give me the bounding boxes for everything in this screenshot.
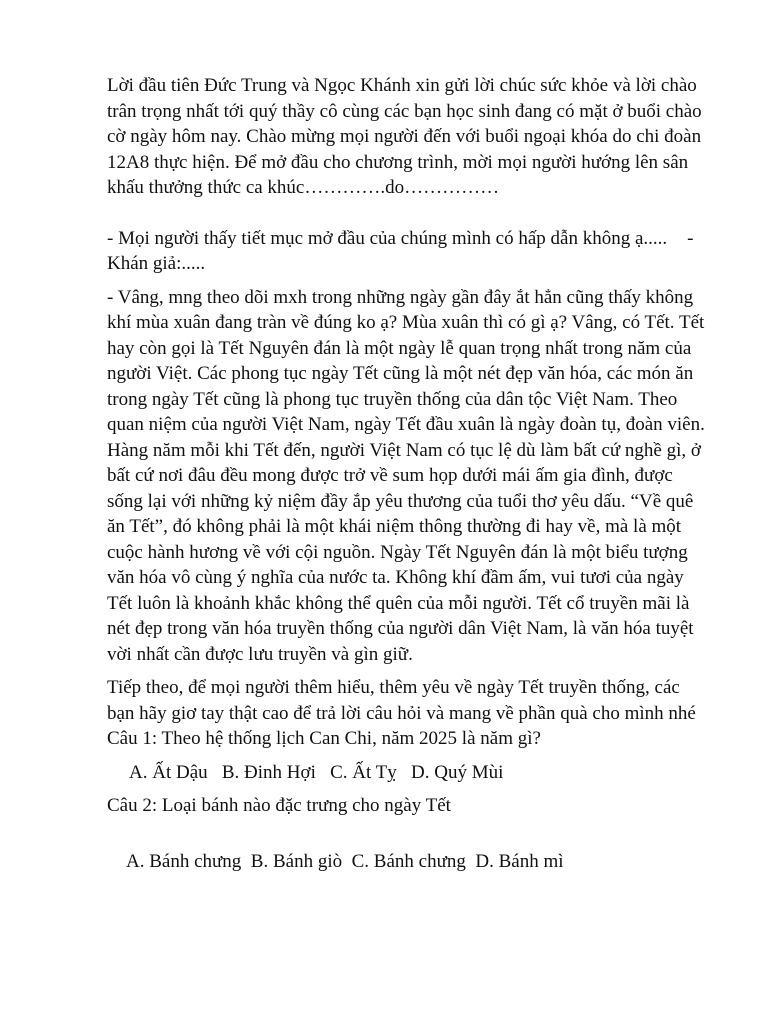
audience-line: - Khán giả:..... [107,227,694,274]
document-body [107,73,707,874]
question-paragraph [107,226,707,277]
question-2: Câu 2: Loại bánh nào đặc trưng cho ngày Tết [107,795,451,816]
story-paragraph: - Vâng, mng theo dõi mxh trong những ngày gần đây ắt hẳn cũng thấy không khí mùa xuân đang tràn về đúng ko ạ? Mùa xuân thì có gì ạ? Vâng, có Tết. Tết hay còn gọi là Tết Nguyên đán là một ngày lễ quan trọng nhất trong năm của người Việt. Các phong tục ngày Tết cũng là một nét đẹp văn hóa, các món ăn trong ngày Tết cũng là phong tục truyền thống của dân tộc Việt Nam. Theo quan niệm của người Việt Nam, ngày Tết đầu xuân là ngày đoàn tụ, đoàn viên. Hàng năm mỗi khi Tết đến, người Việt Nam có tục lệ dù làm bất cứ nghề gì, ở bất cứ nơi đâu đều mong được trở về sum họp dưới mái ấm gia đình, được sống lại với những kỷ niệm đầy ắp yêu thương của tuổi thơ yêu dấu. “Về quê ăn Tết”, đó không phải là một khái niệm thông thường đi hay về, mà là một cuộc hành hương về với cội nguồn. Ngày Tết Nguyên đán là một biểu tượng văn hóa vô cùng ý nghĩa của nước ta. Không khí đầm ấm, vui tươi của ngày Tết luôn là khoảnh khắc không thể quên của mỗi người. Tết cổ truyền mãi là nét đẹp trong văn hóa truyền thống của người dân Việt Nam, là văn hóa tuyệt vời nhất cần được lưu truyền và gìn giữ. [107,286,705,665]
question-line: - Mọi người thấy tiết mục mở đầu của chúng mình có hấp dẫn không ạ..... [107,227,668,249]
intro-paragraph: Lời đầu tiên Đức Trung và Ngọc Khánh xin gửi lời chúc sức khỏe và lời chào trân trọng nhất tới quý thầy cô cùng các bạn học sinh đang có mặt ở buổi chào cờ ngày hôm nay. Chào mừng mọi người đến với buổi ngoại khóa do chi đoàn 12A8 thực hiện. Để mở đầu cho chương trình, mời mọi người hướng lên sân khấu thưởng thức ca khúc………….do…………… [107,75,702,198]
question-1-answers: A. Ất Dậu B. Đinh Hợi C. Ất Tỵ D. Quý Mùi [129,761,504,783]
question-1: Câu 1: Theo hệ thống lịch Can Chi, năm 2025 là năm gì? [107,728,541,749]
invite-paragraph: Tiếp theo, để mọi người thêm hiểu, thêm yêu về ngày Tết truyền thống, các bạn hãy giơ tay thật cao để trả lời câu hỏi và mang về phần quà cho mình nhé [107,677,696,724]
question-2-answers: A. Bánh chưng B. Bánh giò C. Bánh chưng D. Bánh mì [126,850,564,872]
